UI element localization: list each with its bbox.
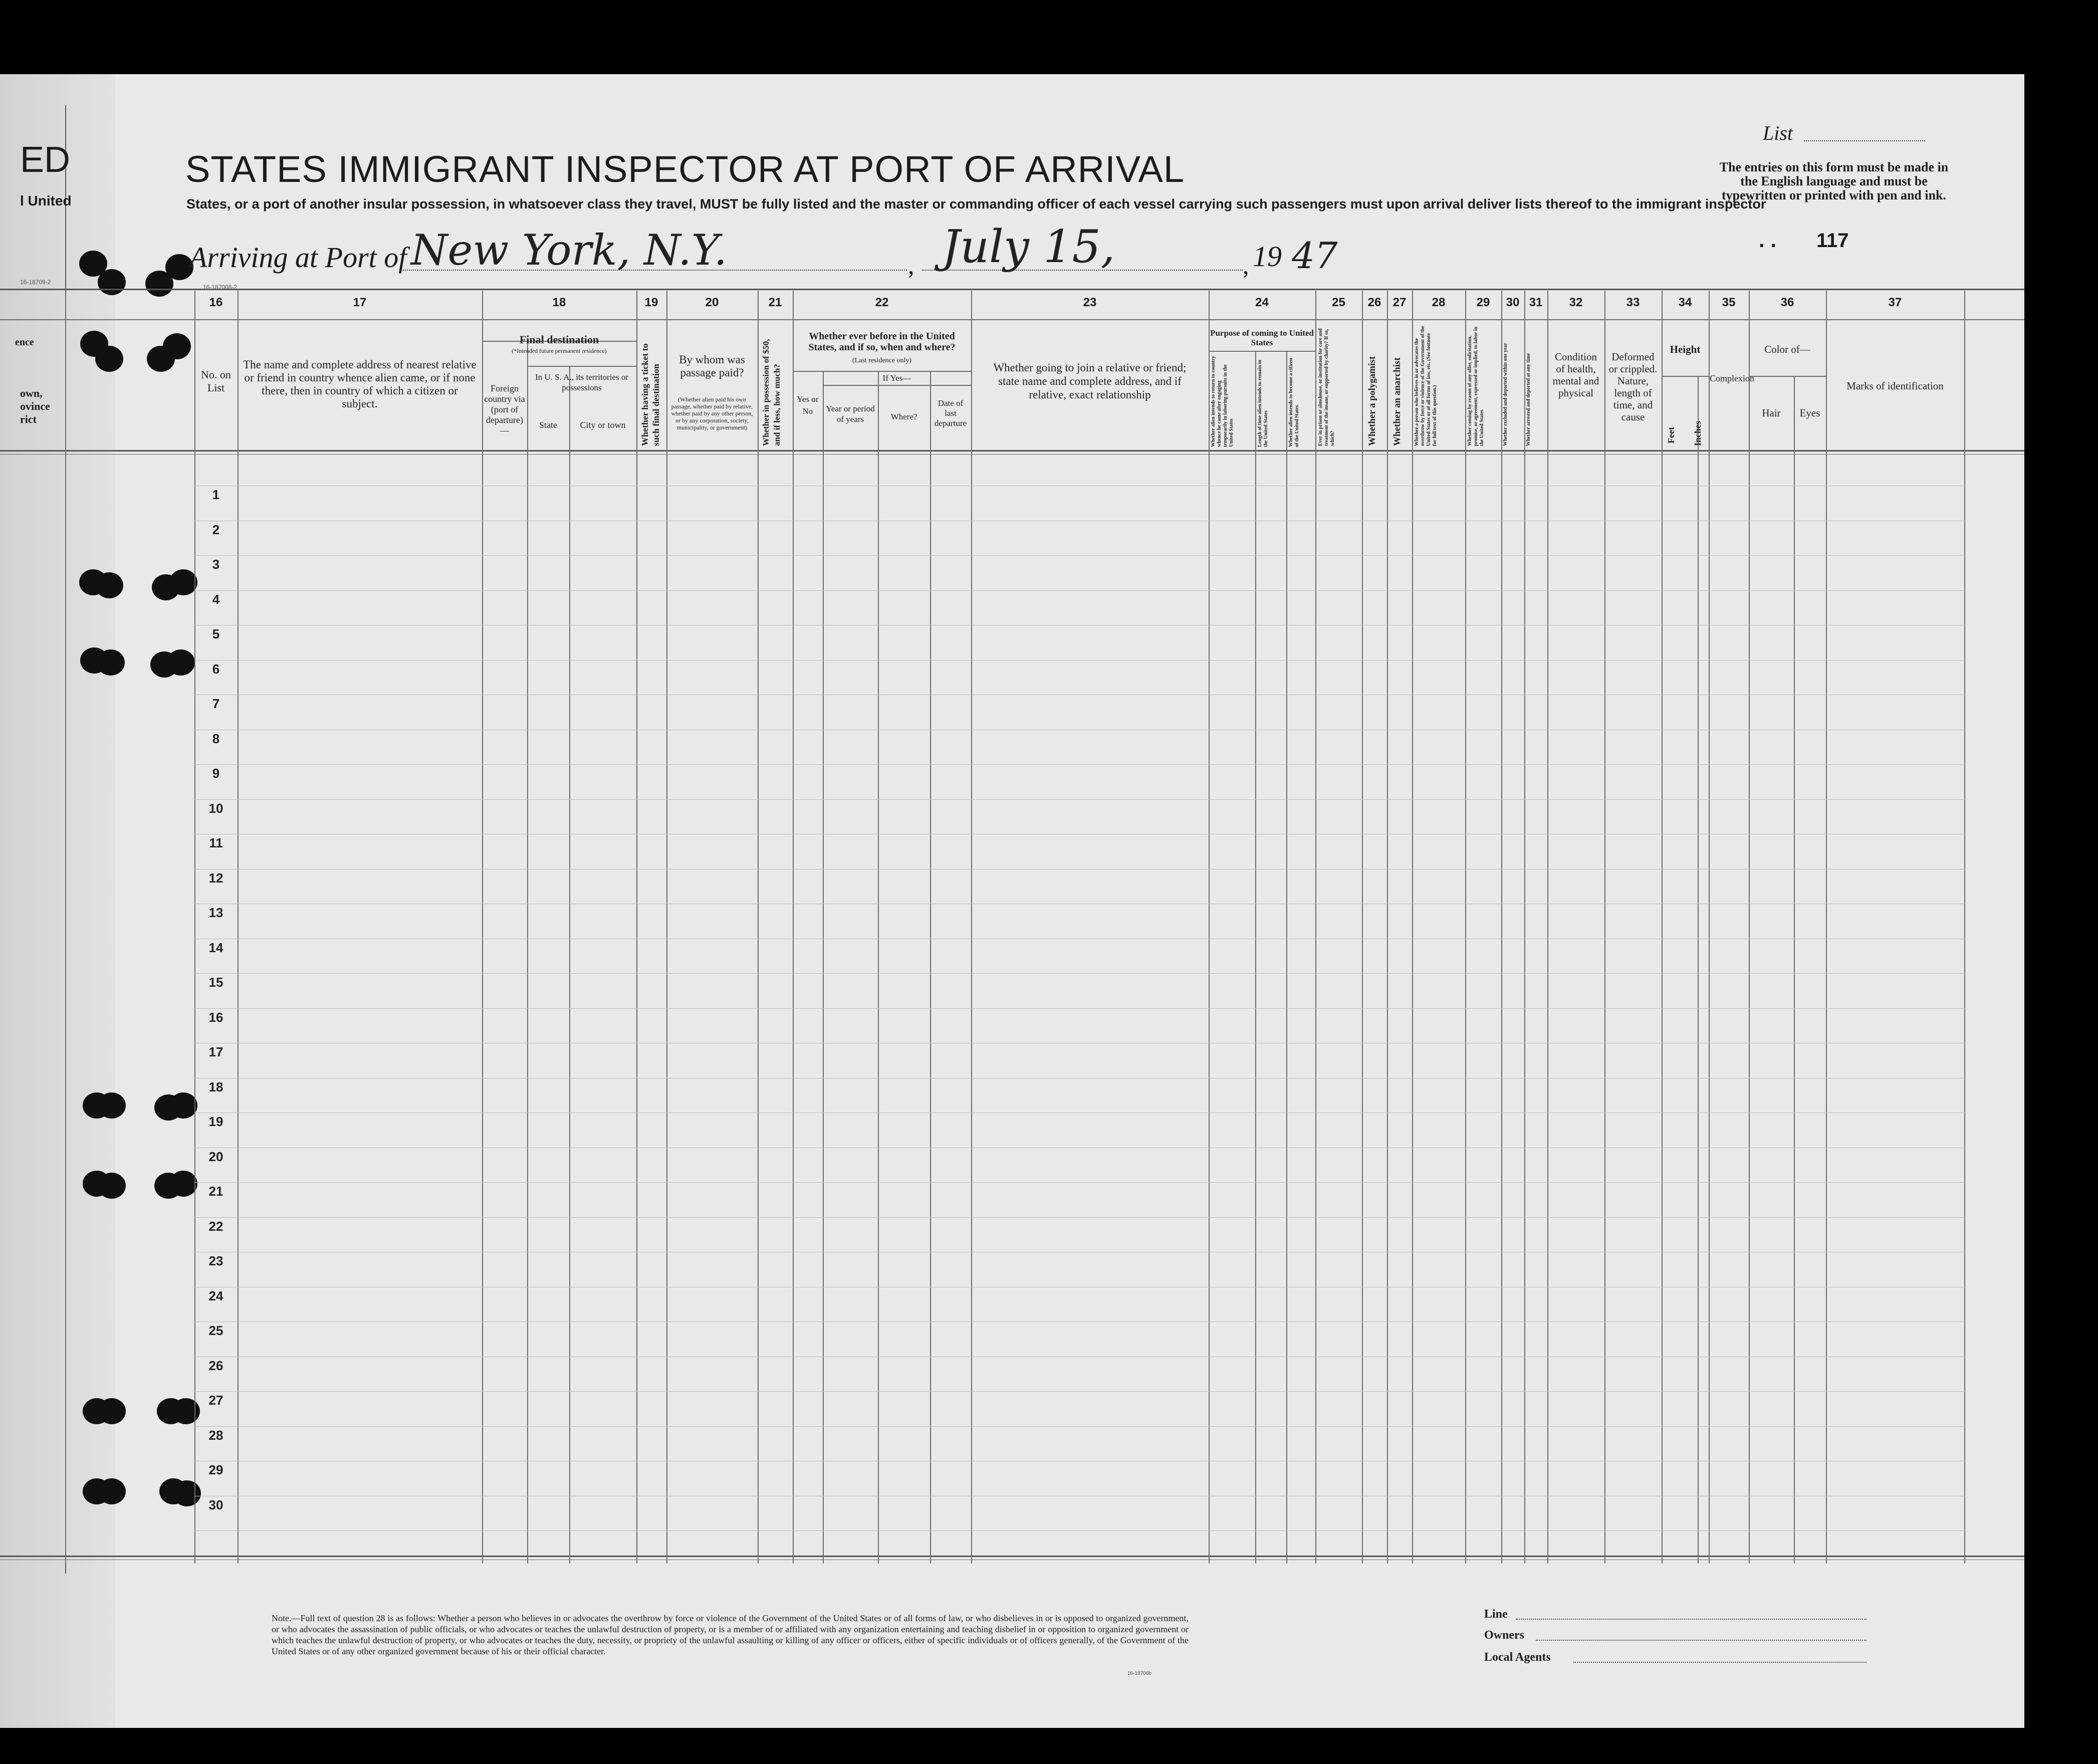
header-ticket: Whether having a ticket to such final destination: [640, 343, 661, 446]
column-number: 17: [353, 296, 367, 309]
header-date-of-last-departure: Date of last departure: [934, 398, 967, 428]
header-height: Height: [1670, 343, 1701, 355]
local-agents-label: Local Agents: [1484, 1651, 1551, 1664]
row-number: 10: [208, 800, 223, 816]
row-number: 22: [208, 1218, 223, 1234]
entries-note: The entries on this form must be made in the English language and must be typewritten or printed with pen and ink.: [1719, 160, 1949, 202]
row-number: 4: [212, 591, 220, 607]
row-number: 7: [212, 696, 220, 711]
row-number: 6: [212, 661, 220, 677]
row-line: [194, 1008, 1966, 1009]
header-offer-to-labor: Whether coming by reason of any offer, solicitation, promise, or agreement, expressed or implied, to labor in the United States: [1467, 326, 1485, 446]
header-where: Where?: [890, 412, 917, 421]
left-header-fragment-2: own, ovince rict: [20, 387, 50, 425]
header-city-or-town: City or town: [580, 420, 626, 430]
header-yes-or-no: Yes or No: [797, 394, 819, 416]
row-number: 20: [208, 1149, 223, 1164]
form-subtitle: States, or a port of another insular possession, in whatsoever class they travel, MUST be fully listed and the master or commanding officer of each vessel carrying such passengers must upon arrival deliver lists thereof to the immigrant inspector: [186, 196, 1766, 211]
list-blank-line: [1804, 140, 1925, 141]
owners-label: Owners: [1484, 1629, 1524, 1642]
row-number: 18: [208, 1079, 223, 1094]
row-number: 23: [208, 1253, 223, 1268]
column-number: 33: [1626, 296, 1640, 309]
column-number: 36: [1780, 296, 1794, 309]
row-line: [194, 764, 1966, 765]
column-number: 30: [1506, 296, 1520, 309]
form-code-bottom: 16-18706b: [1127, 1671, 1151, 1676]
form-paper: [0, 74, 2024, 1728]
column-number: 25: [1332, 296, 1345, 309]
row-line: [194, 1530, 1966, 1531]
column-number: 28: [1432, 296, 1446, 309]
column-number: 27: [1392, 296, 1407, 309]
row-line: [194, 973, 1966, 974]
left-fragment-heading: ED: [20, 140, 71, 180]
row-line: [194, 1391, 1966, 1392]
row-number: 14: [208, 940, 223, 955]
header-passage-paid-note: (Whether alien paid his own passage, whether paid by relative, whether paid by any other person, or by any corporation, society, municipality, or government): [671, 396, 753, 431]
local-agents-field[interactable]: [1573, 1662, 1867, 1663]
header-prison: Ever in prison or almshouse, or institution for care and treatment of the insane, or supported by charity? If so, which?: [1318, 328, 1335, 446]
header-purpose-return: Whether alien intends to return to country whence he came after engaging temporarily in laboring pursuits in the United States: [1211, 356, 1234, 447]
row-number: 28: [208, 1427, 223, 1443]
header-fifty-dollars: Whether in possession of $50, and if less, how much?: [761, 339, 782, 446]
column-number: 37: [1888, 296, 1902, 309]
header-purpose-length: Length of time alien intends to remain in the United States: [1257, 360, 1269, 447]
header-state: State: [539, 420, 557, 430]
column-number: 32: [1569, 296, 1583, 309]
header-final-destination: Final destination: [519, 333, 599, 346]
column-number: 16: [209, 296, 223, 309]
header-nearest-relative: The name and complete address of nearest relative or friend in country whence alien came, or if none there, then in country of which a citizen or subject.: [243, 358, 477, 410]
form-code: 16-187008-2: [203, 284, 238, 291]
header-arrested-deported: Whether arrested and deported at any time: [1526, 353, 1531, 446]
header-feet: Feet: [1666, 427, 1676, 444]
header-anarchist: Whether an anarchist: [1392, 357, 1403, 446]
line-field[interactable]: [1516, 1619, 1867, 1620]
header-no-on-list: No. on List: [201, 368, 231, 394]
date-handwritten: July 15,: [942, 220, 1115, 273]
row-number: 24: [208, 1288, 223, 1303]
header-before-in-us: Whether ever before in the United States, and if so, when and where?: [808, 331, 956, 353]
column-number: 21: [768, 296, 782, 309]
header-color-of: Color of—: [1764, 343, 1810, 355]
row-number: 15: [208, 975, 223, 990]
row-number: 12: [208, 870, 223, 886]
row-line: [194, 1321, 1966, 1322]
row-number: 16: [208, 1009, 223, 1025]
row-line: [194, 590, 1966, 591]
header-complexion: Complexion: [1710, 373, 1754, 383]
year-prefix: 19: [1253, 240, 1282, 273]
column-number: 31: [1529, 296, 1543, 309]
row-number: 9: [212, 766, 220, 781]
arriving-label: Arriving at Port of: [189, 241, 407, 274]
row-number: 19: [208, 1114, 223, 1129]
header-in-usa: In U. S. A., its territories or possessions: [535, 372, 629, 392]
form-code-left: 16-18709-2: [20, 279, 51, 286]
row-number: 17: [208, 1044, 223, 1059]
comma-1: ,: [908, 251, 914, 279]
row-number: 1: [212, 487, 220, 502]
column-number: 23: [1083, 296, 1097, 309]
row-line: [194, 1426, 1966, 1427]
row-line: [194, 1217, 1966, 1218]
column-number: 26: [1367, 296, 1381, 309]
year-handwritten: 47: [1292, 235, 1338, 277]
header-foreign-country: Foreign country via (port of departure)—: [484, 383, 525, 435]
header-last-residence: (Last residence only): [852, 357, 912, 364]
column-number: 19: [644, 296, 658, 309]
form-title: STATES IMMIGRANT INSPECTOR AT PORT OF ARRIVAL: [185, 148, 1185, 190]
row-number: 8: [212, 731, 220, 746]
column-number: 35: [1722, 296, 1736, 309]
left-fragment-text: l United: [20, 193, 72, 208]
column-number: 18: [552, 296, 566, 309]
column-number: 22: [875, 296, 889, 309]
port-handwritten: New York, N.Y.: [411, 226, 728, 275]
column-number: 34: [1678, 296, 1692, 309]
header-hair: Hair: [1762, 407, 1781, 419]
row-line: [194, 799, 1966, 800]
owners-field[interactable]: [1536, 1640, 1867, 1641]
row-number: 2: [212, 522, 220, 537]
header-deformed: Deformed or crippled. Nature, length of time, and cause: [1608, 351, 1658, 423]
comma-2: ,: [1243, 251, 1249, 279]
row-line: [194, 555, 1966, 556]
header-polygamist: Whether a polygamist: [1367, 356, 1377, 446]
row-number: 11: [209, 835, 223, 850]
row-number: 3: [212, 557, 220, 572]
header-passage-paid: By whom was passage paid?: [679, 353, 745, 379]
header-excluded-deported: Whether excluded and deported within one year: [1503, 343, 1508, 446]
header-eyes: Eyes: [1799, 407, 1820, 419]
header-inches: Inches: [1693, 420, 1703, 446]
row-line: [194, 1182, 1966, 1183]
row-number: 29: [208, 1462, 223, 1477]
column-number: 29: [1476, 296, 1490, 309]
row-number: 25: [208, 1323, 223, 1338]
footnote-question-28: Note.—Full text of question 28 is as follows: Whether a person who believes in or advocates the overthrow by force or violence of the Government of the United States or of all forms of law, or who disbelieves in or is opposed to organized government, or who advocates the assassination of public officials, or who advocates or teaches the unlawful destruction of property, or is a member of or affiliated with any organization entertaining and teaching disbelief in or opposition to organized government or which teaches the unlawful destruction of property, or who advocates or teaches the duty, necessity, or propriety of the unlawful assaulting or killing of any officer or officers, either of specific individuals or of officers generally, of the Government of the United States or of any other organized government because of his or their official character.: [272, 1613, 1189, 1656]
row-number: 27: [208, 1393, 223, 1408]
dots: . .: [1759, 228, 1777, 252]
header-going-to-join: Whether going to join a relative or friend; state name and complete address, and if relative, exact relationship: [993, 361, 1187, 401]
header-if-yes: If Yes—: [882, 373, 911, 383]
row-number: 13: [208, 905, 223, 920]
page-number: 117: [1816, 230, 1849, 252]
header-marks-of-identification: Marks of identification: [1846, 380, 1944, 392]
header-purpose: Purpose of coming to United States: [1210, 328, 1314, 347]
row-number: 30: [208, 1497, 223, 1512]
row-number: 21: [208, 1184, 223, 1199]
header-question-28: Whether a person who believes in or advocates the overthrow by force or violence of the Government of the United States or of all forms of law, etc. (See footnote for full text of this question.): [1414, 326, 1438, 446]
line-label: Line: [1484, 1608, 1508, 1621]
column-number: 20: [705, 296, 719, 309]
list-label: List: [1763, 122, 1793, 144]
left-header-fragment: ence: [15, 337, 34, 348]
header-year-or-period: Year or period of years: [826, 404, 875, 424]
header-final-destination-note: (*Intended future permanent residence): [512, 347, 607, 354]
header-purpose-citizen: Whether alien intends to become a citizen of the United States: [1288, 358, 1300, 447]
row-number: 5: [212, 626, 220, 641]
column-number: 24: [1255, 296, 1269, 309]
row-number: 26: [208, 1358, 223, 1373]
header-condition-of-health: Condition of health, mental and physical: [1552, 351, 1599, 399]
